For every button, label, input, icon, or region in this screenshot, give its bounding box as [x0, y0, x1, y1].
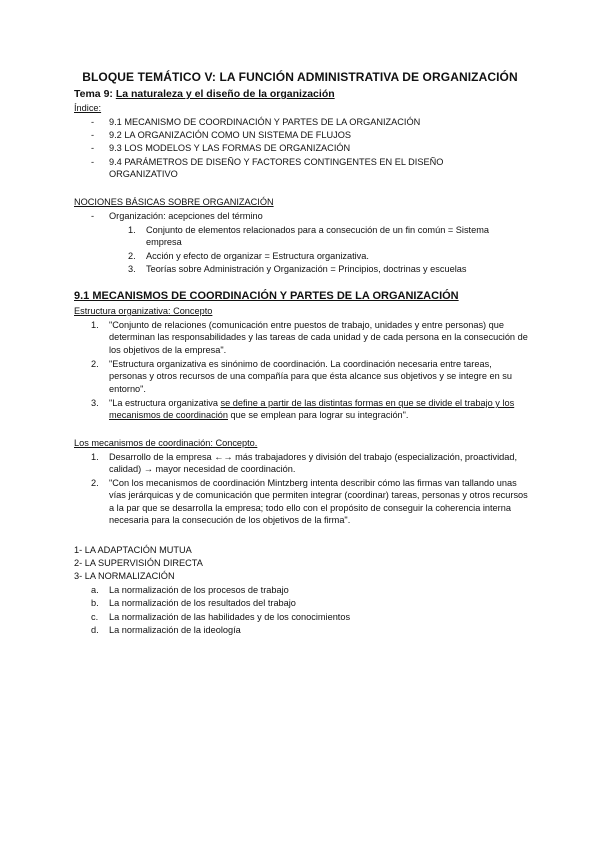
tema-heading — [74, 88, 335, 100]
estructura-item — [109, 397, 529, 422]
indice-label: Índice: — [74, 103, 102, 113]
estructura-item-text: "La estructura organizativa — [109, 398, 221, 408]
tema-label: Tema 9: — [74, 88, 113, 100]
mecanismos-item: Desarrollo de la empresa ←→ más trabajadores y división del trabajo (especialización, proactividad, calidad) → mayor necesidad de coordinación. — [109, 452, 518, 475]
list-number: 2. — [91, 478, 99, 488]
indice-item: 9.4 PARÁMETROS DE DISEÑO Y FACTORES CONTINGENTES EN EL DISEÑO ORGANIZATIVO — [109, 157, 444, 180]
list-bullet: - — [91, 211, 95, 221]
indice-item: 9.2 LA ORGANIZACIÓN COMO UN SISTEMA DE FLUJOS — [109, 130, 351, 140]
organizacion-item: Organización: acepciones del término — [109, 211, 263, 221]
list-letter: a. — [91, 585, 99, 595]
normalizacion-item: La normalización de los resultados del trabajo — [109, 598, 296, 608]
normalizacion-item: La normalización de la ideología — [109, 625, 241, 635]
list-number: 1. — [128, 225, 136, 235]
list-number: 3. — [91, 398, 99, 408]
list-bullet: - — [91, 130, 95, 140]
indice-item: 9.1 MECANISMO DE COORDINACIÓN Y PARTES DE LA ORGANIZACIÓN — [109, 117, 421, 127]
mecanismos-item: "Con los mecanismos de coordinación Mintzberg intenta describir cómo las firmas van tallando unas vías jerárquicas y de comunicación que permiten integrar (coordinar) tareas, personas y otros recursos a la par que se desarrolla la empresa; todo ello con el propósito de conseguir la coherencia interna necesaria para la consecución de los objetivos de la firma". — [109, 478, 528, 526]
estructura-heading: Estructura organizativa: Concepto — [74, 306, 213, 316]
coordinacion-item: 1- LA ADAPTACIÓN MUTUA — [74, 545, 192, 555]
list-letter: c. — [91, 612, 99, 622]
estructura-item-text: que se emplean para lograr su integración". — [228, 410, 409, 421]
acepcion-item: Acción y efecto de organizar = Estructura organizativa. — [146, 251, 369, 261]
acepcion-item: Teorías sobre Administración y Organización = Principios, doctrinas y escuelas — [146, 264, 467, 274]
indice-item: 9.3 LOS MODELOS Y LAS FORMAS DE ORGANIZACIÓN — [109, 143, 351, 153]
list-number: 1. — [91, 452, 99, 462]
list-bullet: - — [91, 117, 95, 127]
estructura-item-underlined: se define a partir de las distintas formas en que se divide el trabajo y los mecanismos de coordinación — [109, 398, 515, 421]
coordinacion-item: 2- LA SUPERVISIÓN DIRECTA — [74, 558, 203, 568]
acepcion-item: Conjunto de elementos relacionados para a consecución de un fin común = Sistema empresa — [146, 225, 489, 248]
coordinacion-item: 3- LA NORMALIZACIÓN — [74, 571, 175, 581]
section-9-1-heading: 9.1 MECANISMOS DE COORDINACIÓN Y PARTES DE LA ORGANIZACIÓN — [74, 290, 459, 302]
list-letter: b. — [91, 598, 99, 608]
list-bullet: - — [91, 157, 95, 167]
estructura-item: "Conjunto de relaciones (comunicación entre puestos de trabajo, unidades y entre personas) que determinan las responsabilidades y las tareas de cada unidad y de cada persona en la consecución de los objetivos de la empresa". — [109, 320, 528, 355]
list-letter: d. — [91, 625, 99, 635]
nociones-heading: NOCIONES BÁSICAS SOBRE ORGANIZACIÓN — [74, 197, 274, 207]
page-title: BLOQUE TEMÁTICO V: LA FUNCIÓN ADMINISTRATIVA DE ORGANIZACIÓN — [82, 70, 518, 84]
normalizacion-item: La normalización de las habilidades y de los conocimientos — [109, 612, 351, 622]
list-number: 3. — [128, 264, 136, 274]
list-number: 1. — [91, 320, 99, 330]
list-bullet: - — [91, 143, 95, 153]
list-number: 2. — [128, 251, 136, 261]
normalizacion-item: La normalización de los procesos de trabajo — [109, 585, 289, 595]
tema-title: La naturaleza y el diseño de la organización — [115, 88, 335, 100]
list-number: 2. — [91, 359, 99, 369]
estructura-item: "Estructura organizativa es sinónimo de coordinación. La coordinación necesaria entre tareas, personas y otros recursos de una compañía para que ésta alcance sus objetivos y se integre en su entorno". — [109, 359, 512, 394]
mecanismos-heading: Los mecanismos de coordinación: Concepto. — [74, 438, 258, 448]
